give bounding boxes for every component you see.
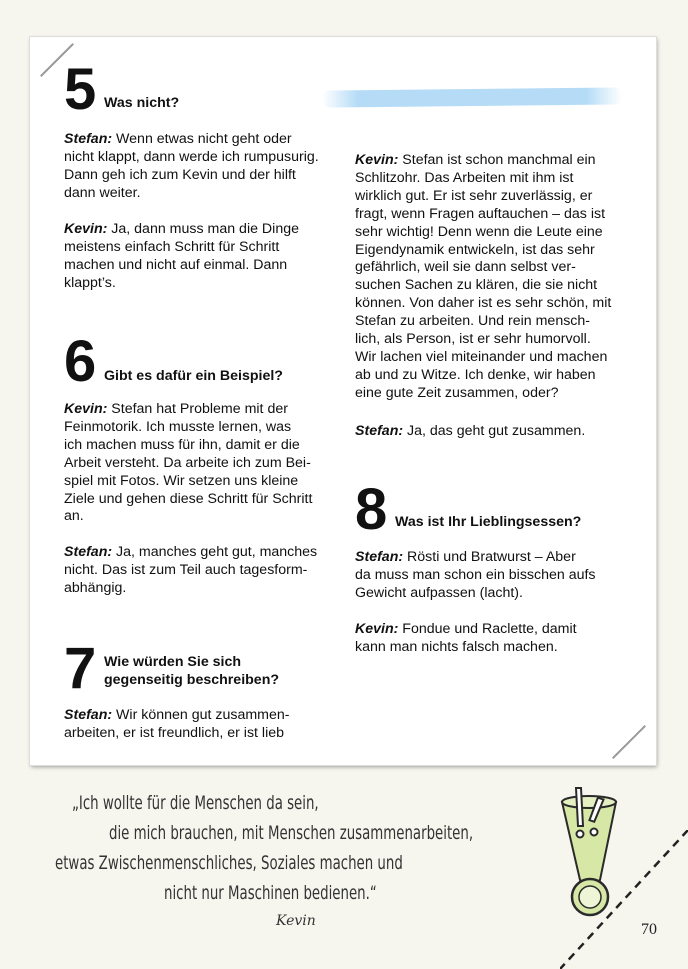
answer-paragraph: Stefan: Rösti und Bratwurst – Aber da muss man schon ein bisschen aufs Gewicht aufpassen (lacht). [355, 549, 596, 601]
interview-card [30, 37, 656, 765]
answer-paragraph: Stefan: Ja, manches geht gut, manches nicht. Das ist zum Teil auch tagesform- abhängig. [64, 544, 318, 596]
quote-line: die mich brauchen, mit Menschen zusammenarbeiten, [109, 822, 474, 844]
section-question: Was nicht? [104, 95, 180, 111]
answer-paragraph: Stefan: Ja, das geht gut zusammen. [355, 423, 586, 439]
quote-line: nicht nur Maschinen bedienen.“ [164, 882, 377, 904]
answer-paragraph: Stefan: Wenn etwas nicht geht oder nicht klappt, dann werde ich rumpusurig. Dann geh ich zum Kevin und der hilft dann weiter. [64, 131, 319, 201]
answer-paragraph: Stefan: Wir können gut zusammen- arbeiten, er ist freundlich, er ist lieb [64, 707, 290, 741]
dashed-line-decoration [560, 830, 688, 969]
section-number: 7 [64, 636, 97, 701]
section-number: 6 [64, 329, 97, 394]
quote-line: „Ich wollte für die Menschen da sein, [72, 792, 319, 814]
page-number: 70 [641, 921, 657, 938]
answer-paragraph: Kevin: Stefan hat Probleme mit der Feinmotorik. Ich musste lernen, was ich machen muss für ihn, damit er die Arbeit versteht. Da arbeite ich zum Bei- spiel mit Fotos. Wir setzen uns kleine Ziele und gehen diese Schritt für Schritt an. [64, 401, 313, 525]
section-question: Wie würden Sie sich gegenseitig beschreiben? [104, 654, 280, 688]
section-number: 8 [355, 477, 388, 542]
section-number: 5 [64, 57, 97, 122]
section-question: Gibt es dafür ein Beispiel? [104, 368, 283, 384]
corner-mark-bottom-right [612, 725, 646, 759]
answer-paragraph: Kevin: Ja, dann muss man die Dinge meistens einfach Schritt für Schritt machen und nicht auf einmal. Dann klappt’s. [64, 221, 299, 291]
quote-line: etwas Zwischenmenschliches, Soziales machen und [55, 852, 403, 874]
section-question: Was ist Ihr Lieblingsessen? [395, 514, 582, 530]
answer-paragraph-continued [355, 63, 640, 99]
quote-author: Kevin [276, 913, 316, 929]
answer-paragraph: Kevin: Fondue und Raclette, damit kann man nichts falsch machen. [355, 621, 577, 655]
answer-paragraph: Kevin: Stefan ist schon manchmal ein Schlitzohr. Das Arbeiten mit ihm ist wirklich gut. Er ist sehr zuverlässig, er fragt, wenn Fragen auftauchen – das ist sehr wichtig! Denn wenn die Leute eine Eigendynamik entwickeln, ist das sehr gefährlich, weil sie dann selbst ver- suchen Sachen zu klären, die sie nicht können. Von daher ist es sehr schön, mit Stefan zu arbeiten. Und rein mensch- lich, als Person, ist er sehr humorvoll. Wir lachen viel miteinander und machen ab und zu Witze. Ich denke, wir haben eine gute Zeit zusammen, oder? [355, 152, 612, 401]
